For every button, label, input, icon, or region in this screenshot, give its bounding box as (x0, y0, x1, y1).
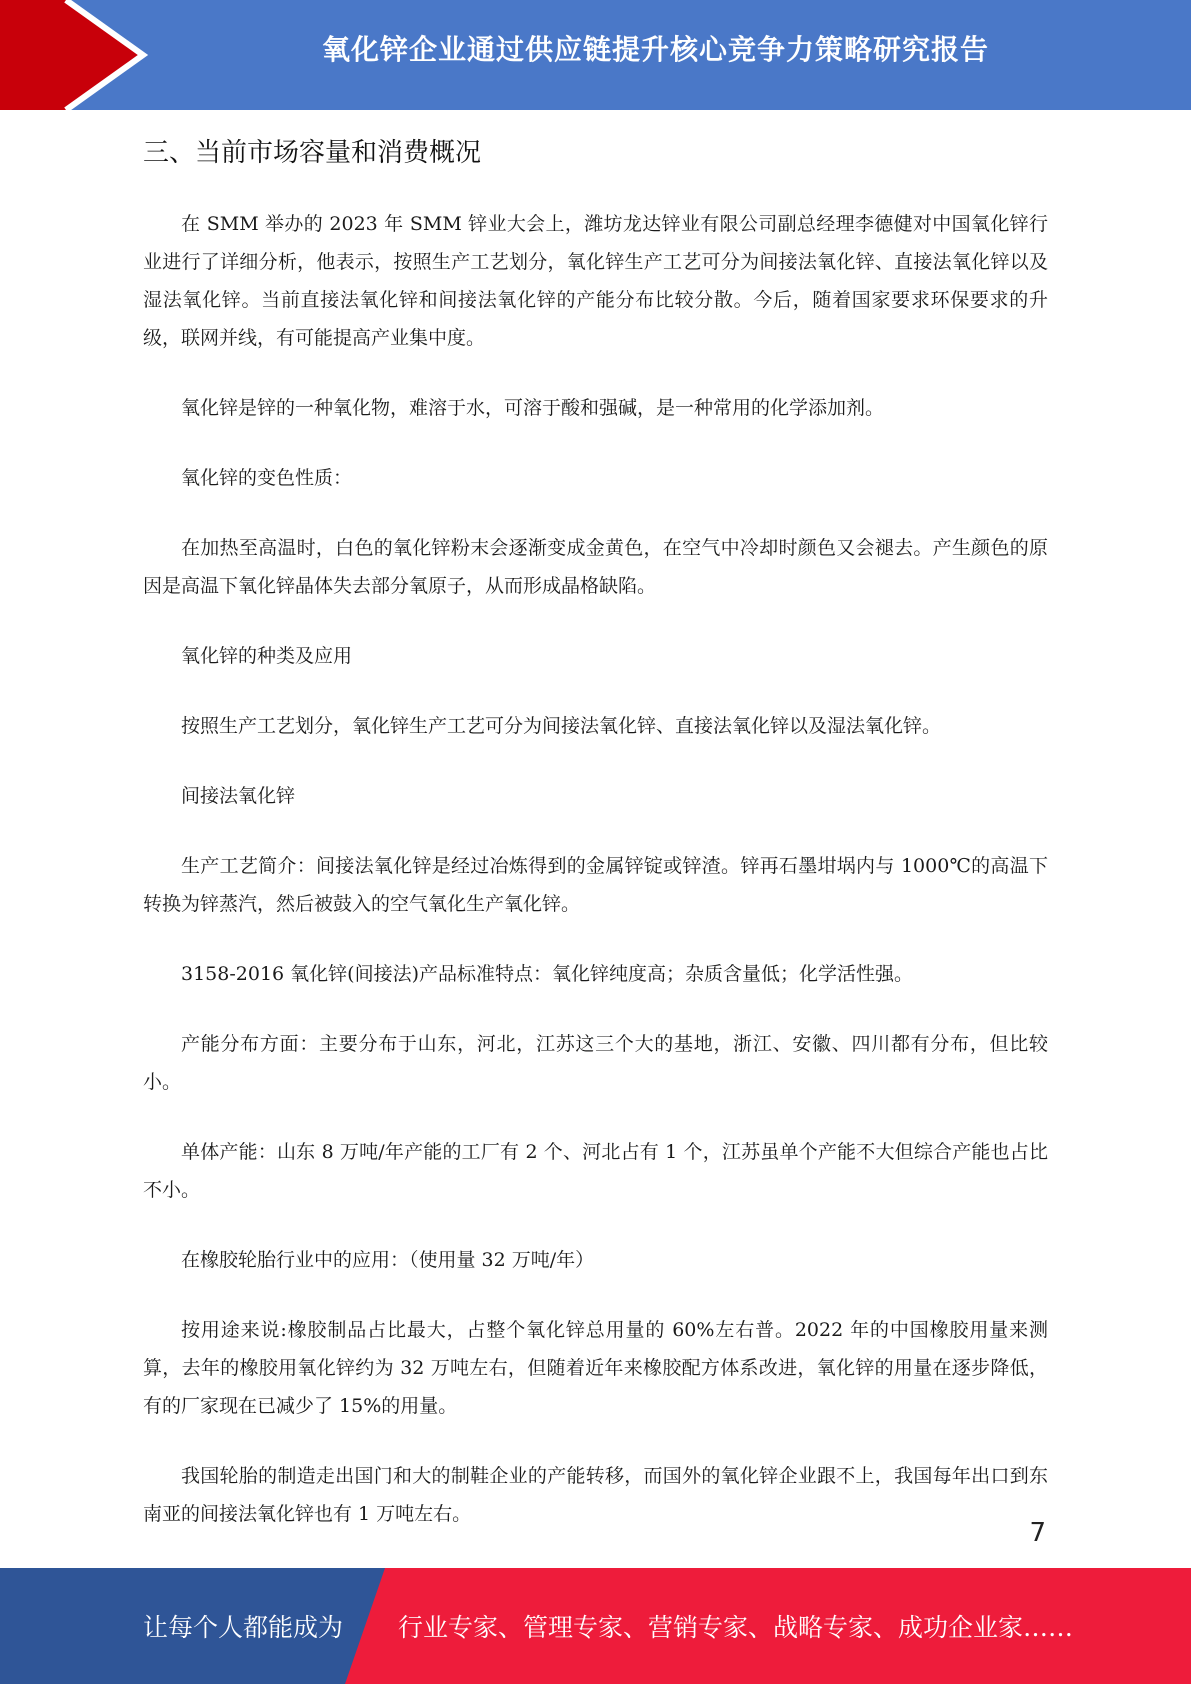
paragraph: 3158-2016 氧化锌(间接法)产品标准特点：氧化锌纯度高；杂质含量低；化学活性强。 (181, 963, 913, 985)
footer-slogan-right: 行业专家、管理专家、营销专家、战略专家、成功企业家…… (398, 1613, 1074, 1642)
paragraph: 按照生产工艺划分，氧化锌生产工艺可分为间接法氧化锌、直接法氧化锌以及湿法氧化锌。 (181, 715, 942, 737)
paragraph: 按用途来说:橡胶制品占比最大，占整个氧化锌总用量的 60%左右普。2022 年的中国橡胶用量来测算，去年的橡胶用氧化锌约为 32 万吨左右，但随着近年来橡胶配方体系改进，氧化锌的用量在逐步降低，有的厂家现在已减少了 15%的用量。 (143, 1319, 1048, 1417)
report-title: 氧化锌企业通过供应链提升核心竞争力策略研究报告 (321, 33, 989, 66)
paragraph: 在橡胶轮胎行业中的应用：（使用量 32 万吨/年） (181, 1249, 595, 1271)
page-footer (0, 1568, 1191, 1684)
paragraph: 在加热至高温时，白色的氧化锌粉末会逐渐变成金黄色，在空气中冷却时颜色又会褪去。产生颜色的原因是高温下氧化锌晶体失去部分氧原子，从而形成晶格缺陷。 (143, 537, 1048, 597)
paragraph: 氧化锌的变色性质： (181, 467, 353, 489)
body-content (143, 205, 1048, 1565)
paragraph: 在 SMM 举办的 2023 年 SMM 锌业大会上，潍坊龙达锌业有限公司副总经理李德健对中国氧化锌行业进行了详细分析，他表示，按照生产工艺划分，氧化锌生产工艺可分为间接法氧化锌、直接法氧化锌以及湿法氧化锌。当前直接法氧化锌和间接法氧化锌的产能分布比较分散。今后，随着国家要求环保要求的升级，联网并线，有可能提高产业集中度。 (143, 213, 1048, 349)
paragraph: 生产工艺简介：间接法氧化锌是经过冶炼得到的金属锌锭或锌渣。锌再石墨坩埚内与 1000℃的高温下转换为锌蒸汽，然后被鼓入的空气氧化生产氧化锌。 (143, 855, 1048, 915)
paragraph: 我国轮胎的制造走出国门和大的制鞋企业的产能转移，而国外的氧化锌企业跟不上，我国每年出口到东南亚的间接法氧化锌也有 1 万吨左右。 (143, 1465, 1048, 1525)
paragraph: 产能分布方面：主要分布于山东，河北，江苏这三个大的基地，浙江、安徽、四川都有分布，但比较小。 (143, 1033, 1048, 1093)
section-heading: 三、当前市场容量和消费概况 (143, 138, 482, 168)
paragraph: 间接法氧化锌 (181, 785, 296, 807)
footer-slogan-left: 让每个人都能成为 (143, 1613, 344, 1642)
paragraph: 氧化锌是锌的一种氧化物，难溶于水，可溶于酸和强碱，是一种常用的化学添加剂。 (181, 397, 885, 419)
paragraph: 单体产能：山东 8 万吨/年产能的工厂有 2 个、河北占有 1 个，江苏虽单个产能不大但综合产能也占比不小。 (143, 1141, 1048, 1201)
page-header (0, 0, 1191, 110)
paragraph: 氧化锌的种类及应用 (181, 645, 353, 667)
page-number: 7 (1029, 1518, 1046, 1548)
